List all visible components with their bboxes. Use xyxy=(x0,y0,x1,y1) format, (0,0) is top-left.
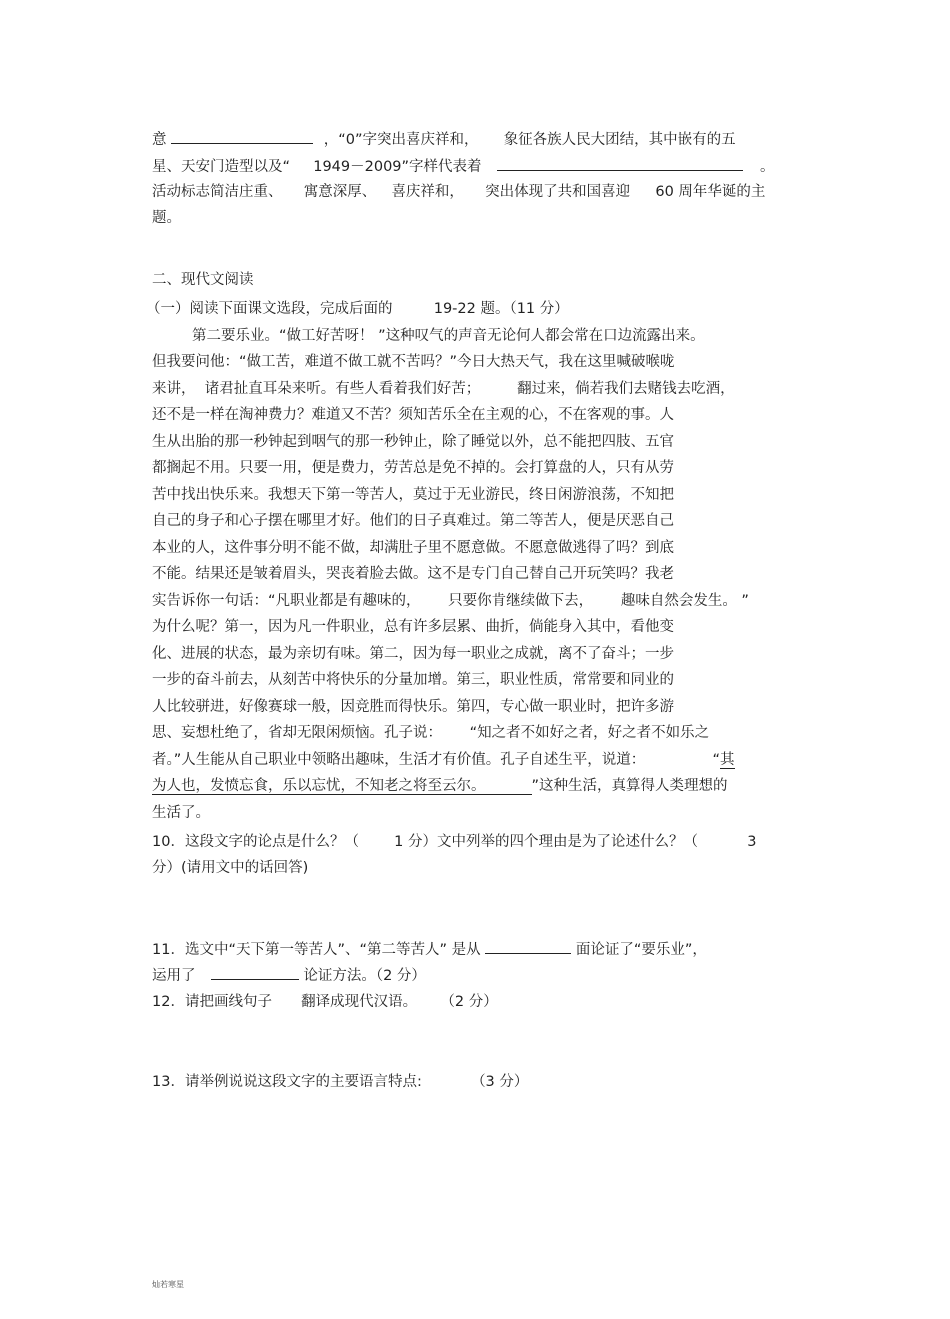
passage-line xyxy=(152,485,674,505)
question-text: 12．请把画线句子 xyxy=(152,994,272,1010)
section-title-text: 二、现代文阅读 xyxy=(152,272,254,288)
answer-blank xyxy=(485,939,571,954)
answer-blank xyxy=(211,965,299,980)
intro-text: 60 周年华诞的主 xyxy=(655,184,766,200)
passage-line xyxy=(152,723,709,743)
intro-text: 突出体现了共和国喜迎 xyxy=(485,184,631,200)
passage-line xyxy=(152,644,674,664)
passage-text: 但我要问他：“做工苦，难道不做工就不苦吗？”今日大热天气，我在这里喊破喉咙 xyxy=(152,354,675,370)
question-13 xyxy=(152,1072,528,1092)
passage-line xyxy=(152,697,674,717)
question-text: 1 分）文中列举的四个理由是为了论述什么？（ xyxy=(394,834,699,850)
intro-line-3 xyxy=(152,182,765,202)
question-12 xyxy=(152,992,498,1012)
question-11-cont xyxy=(152,965,426,986)
question-text: 10．这段文字的论点是什么？（ xyxy=(152,834,359,850)
passage-text: 不能。结果还是皱着眉头，哭丧着脸去做。这不是专门自己替自己开玩笑吗？我老 xyxy=(152,566,674,582)
passage-text: 生活了。 xyxy=(152,805,210,821)
question-11 xyxy=(152,939,707,960)
passage-line xyxy=(152,352,675,372)
intro-text: 题。 xyxy=(152,210,181,226)
underlined-sentence: 其 xyxy=(720,752,735,768)
intro-text: 寓意深厚、 xyxy=(303,184,377,200)
intro-text: 1949－2009”字样代表着 xyxy=(313,159,482,175)
passage-text: 自己的身子和心子摆在哪里才好。他们的日子真难过。第二等苦人，便是厌恶自己 xyxy=(152,513,674,529)
passage-line xyxy=(192,326,705,346)
answer-blank xyxy=(171,129,313,144)
passage-text: 都搁起不用。只要一用，便是费力，劳苦总是免不掉的。会打算盘的人，只有从劳 xyxy=(152,460,674,476)
question-text: 13．请举例说说这段文字的主要语言特点: xyxy=(152,1074,422,1090)
question-10 xyxy=(152,832,756,852)
passage-text: 苦中找出快乐来。我想天下第一等苦人，莫过于无业游民，终日闲游浪荡，不知把 xyxy=(152,487,674,503)
passage-line xyxy=(152,750,735,770)
passage-line xyxy=(152,458,674,478)
intro-text: ，“0”字突出喜庆祥和， xyxy=(323,132,479,148)
passage-text: 为什么呢？第一，因为凡一件职业，总有许多层累、曲折，倘能身入其中，看他变 xyxy=(152,619,674,635)
passage-line xyxy=(152,776,728,796)
passage-line xyxy=(152,432,674,452)
quote-mark: “ xyxy=(712,752,720,768)
passage-line xyxy=(152,379,735,399)
question-text: 运用了 xyxy=(152,968,196,984)
intro-text: 。 xyxy=(760,159,775,175)
passage-text: 生从出胎的那一秒钟起到咽气的那一秒钟止，除了睡觉以外，总不能把四肢、五官 xyxy=(152,434,674,450)
passage-text: 第二要乐业。“做工好苦呀！ ”这种叹气的声音无论何人都会常在口边流露出来。 xyxy=(192,328,705,344)
subtitle-text: （一）阅读下面课文选段，完成后面的 xyxy=(146,301,393,317)
passage-line xyxy=(152,670,674,690)
passage-text: 人比较骈进，好像赛球一般，因竞胜而得快乐。第四，专心做一职业时，把许多游 xyxy=(152,699,674,715)
question-text: 分）(请用文中的话回答) xyxy=(152,860,309,876)
intro-line-4 xyxy=(152,208,181,228)
passage-text: 本业的人，这件事分明不能不做，却满肚子里不愿意做。不愿意做逃得了吗？到底 xyxy=(152,540,674,556)
passage-text: 实告诉你一句话：“凡职业都是有趣味的， 只要你肯继续做下去， 趣味自然会发生。 ” xyxy=(152,593,749,609)
question-10-cont xyxy=(152,858,308,878)
section-subtitle xyxy=(146,299,569,319)
underlined-text: 为人也，发愤忘食，乐以忘忧，不知老之将至云尔。 xyxy=(152,778,486,794)
passage-text: 思、妄想杜绝了，省却无限闲烦恼。孔子说： “知之者不如好之者，好之者不如乐之 xyxy=(152,725,710,741)
subtitle-text: 19-22 题。（11 分） xyxy=(433,301,569,317)
passage-line xyxy=(152,617,674,637)
passage-text: 者。”人生能从自己职业中领略出趣味，生活才有价值。孔子自述生平，说道： xyxy=(152,752,646,768)
intro-text: 意 xyxy=(152,132,167,148)
answer-blank xyxy=(497,156,743,171)
question-text: （2 分） xyxy=(440,994,498,1010)
intro-text: 喜庆祥和， xyxy=(391,184,464,200)
passage-text: 这种生活，真算得人类理想的 xyxy=(539,778,728,794)
passage-line xyxy=(152,511,674,531)
passage-line xyxy=(152,405,674,425)
passage-line xyxy=(152,591,749,611)
passage-text: 还不是一样在淘神费力？难道又不苦？须知苦乐全在主观的心，不在客观的事。人 xyxy=(152,407,674,423)
intro-line-2 xyxy=(152,156,775,177)
intro-line-1 xyxy=(152,129,736,150)
underlined-sentence xyxy=(152,778,532,795)
intro-text: 活动标志简洁庄重、 xyxy=(152,184,283,200)
question-text: 面论证了“要乐业”， xyxy=(575,942,707,958)
intro-text: 象征各族人民大团结，其中嵌有的五 xyxy=(503,132,736,148)
intro-text: 星、天安门造型以及“ xyxy=(152,159,291,175)
passage-text: 来讲， 诸君扯直耳朵来听。有些人看着我们好苦； 翻过来，倘若我们去赌钱去吃酒， xyxy=(152,381,735,397)
section-title xyxy=(152,270,254,290)
quote-mark: ” xyxy=(531,778,540,794)
passage-line xyxy=(152,538,674,558)
passage-text: 一步的奋斗前去，从刻苦中将快乐的分量加增。第三，职业性质，常常要和同业的 xyxy=(152,672,674,688)
footer-text: 灿若寒星 xyxy=(152,1280,184,1289)
passage-text: 化、进展的状态，最为亲切有味。第二，因为每一职业之成就，离不了奋斗；一步 xyxy=(152,646,674,662)
passage-line xyxy=(152,803,210,823)
question-text: 论证方法。（2 分） xyxy=(303,968,426,984)
question-text: 3 xyxy=(747,834,757,850)
question-text: （3 分） xyxy=(471,1074,529,1090)
passage-line xyxy=(152,564,674,584)
question-text: 翻译成现代汉语。 xyxy=(301,994,418,1010)
question-text: 11．选文中“天下第一等苦人”、“第二等苦人” 是从 xyxy=(152,942,481,958)
